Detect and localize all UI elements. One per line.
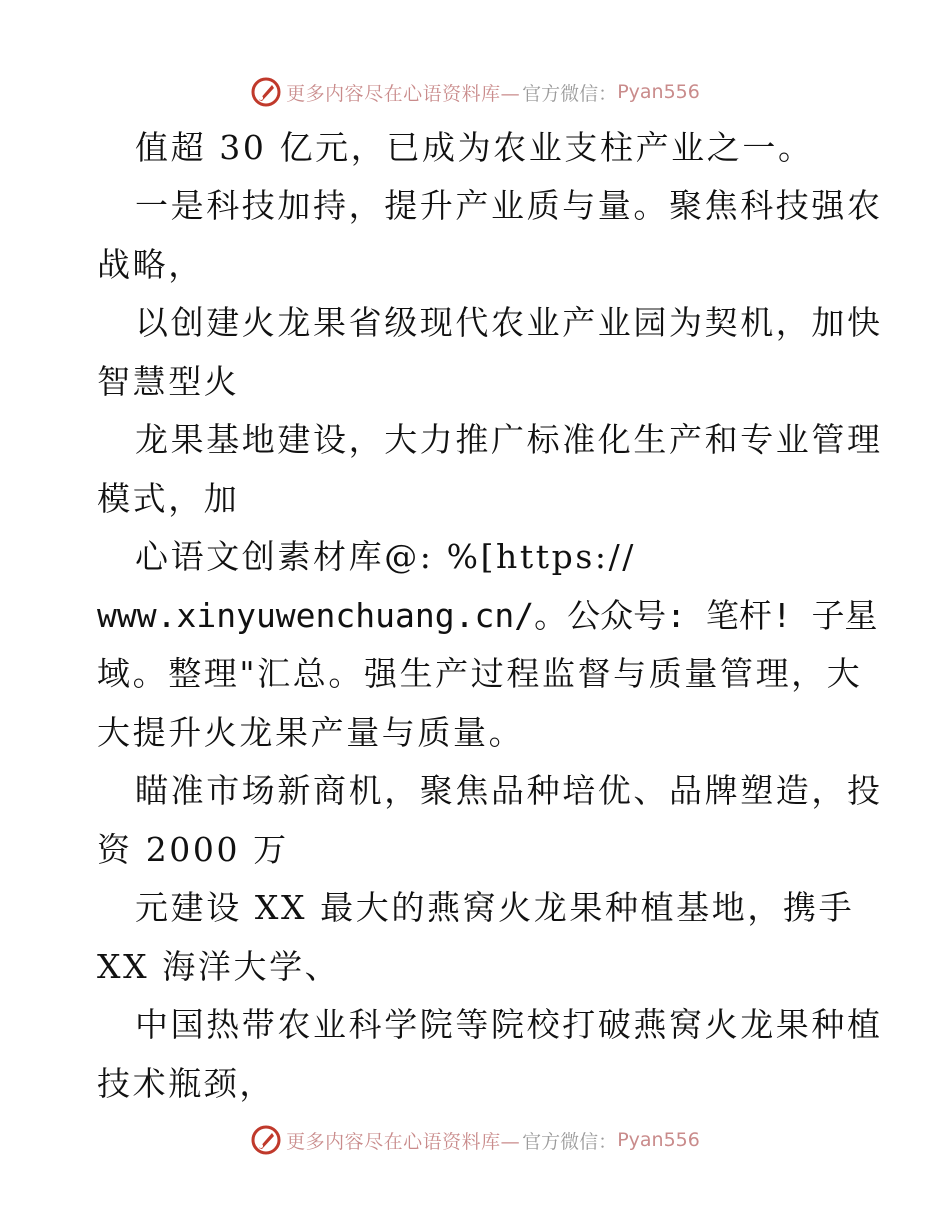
text-line: XX 海洋大学、 — [97, 947, 341, 986]
text-line: 模式，加 — [97, 479, 240, 518]
watermark-text: 更多内容尽在心语资料库— — [286, 82, 521, 105]
watermark-contact-label: 官方微信： — [522, 1130, 618, 1153]
text-line: 技术瓶颈， — [97, 1064, 275, 1103]
watermark-wechat-id: Pyan556 — [617, 81, 700, 103]
text-line: 瞄准市场新商机，聚焦品种培优、品牌塑造，投 — [135, 771, 883, 810]
footer-watermark — [0, 1120, 950, 1160]
text-line: 域。整理"汇总。强生产过程监督与质量管理，大 — [97, 654, 863, 693]
watermark-contact-label: 官方微信： — [522, 82, 618, 105]
text-line: 以创建火龙果省级现代农业产业园为契机，加快 — [135, 303, 883, 342]
text-line: 元建设 XX 最大的燕窝火龙果种植基地，携手 — [135, 888, 855, 927]
quill-logo-icon — [250, 1124, 282, 1156]
text-line: 心语文创素材库@: %[https:// — [135, 537, 637, 576]
text-line: 值超 30 亿元，已成为农业支柱产业之一。 — [135, 128, 814, 167]
text-line: 大提升火龙果产量与质量。 — [97, 713, 525, 752]
watermark-wechat-id: Pyan556 — [617, 1129, 700, 1151]
watermark-text: 更多内容尽在心语资料库— — [286, 1130, 521, 1153]
text-line: 一是科技加持，提升产业质与量。聚焦科技强农 — [135, 186, 883, 225]
text-line: 智慧型火 — [97, 362, 240, 401]
text-line: 龙果基地建设，大力推广标准化生产和专业管理 — [135, 420, 883, 459]
text-line: 资 2000 万 — [97, 830, 289, 869]
quill-logo-icon — [250, 76, 282, 108]
text-line: 战略， — [97, 245, 204, 284]
header-watermark — [0, 72, 950, 112]
text-line: www.xinyuwenchuang.cn/。公众号: 笔杆! 子星 — [97, 596, 878, 635]
text-line: 中国热带农业科学院等院校打破燕窝火龙果种植 — [135, 1005, 883, 1044]
